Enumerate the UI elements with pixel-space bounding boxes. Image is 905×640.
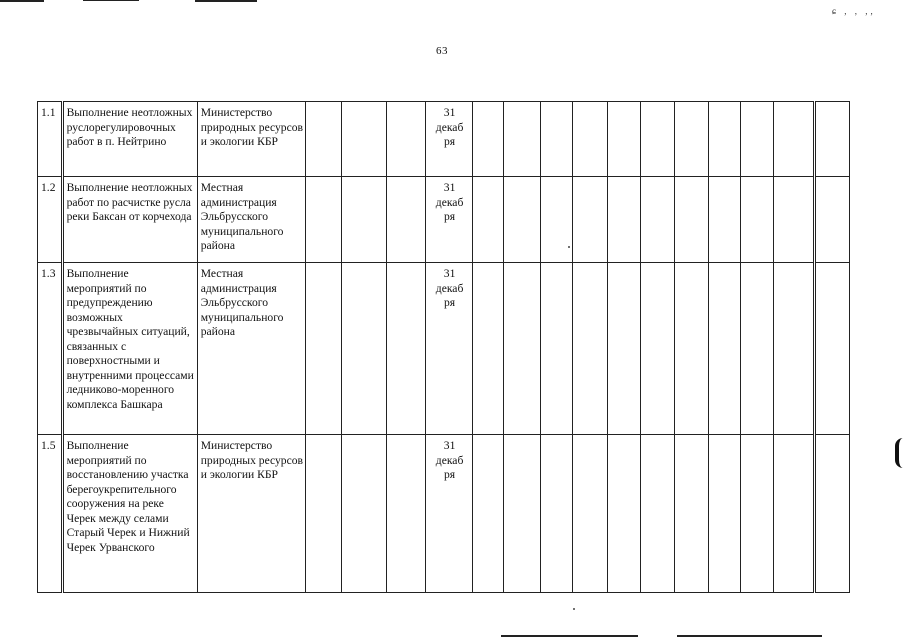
empty-cell	[306, 435, 342, 593]
scan-artifact-line	[0, 0, 44, 2]
empty-cell	[306, 102, 342, 177]
measure-name: Выполнение неотложных руслорегулировочных работ в п. Нейтрино	[62, 102, 197, 177]
scan-artifact-line	[195, 0, 257, 2]
empty-cell	[674, 263, 708, 435]
empty-cell	[708, 102, 741, 177]
empty-cell	[473, 177, 504, 263]
deadline: 31 декаб ря	[426, 435, 473, 593]
empty-cell	[540, 263, 573, 435]
empty-cell	[774, 177, 815, 263]
executor: Местная администрация Эльбрусского муниципального района	[197, 263, 306, 435]
scan-artifact-line	[677, 635, 822, 637]
row-number: 1.3	[38, 263, 63, 435]
empty-cell	[774, 263, 815, 435]
deadline: 31 декаб ря	[426, 263, 473, 435]
empty-cell	[342, 435, 387, 593]
empty-cell	[540, 435, 573, 593]
table-row	[38, 102, 850, 177]
empty-cell	[741, 177, 774, 263]
measure-name: Выполнение неотложных работ по расчистке русла реки Баксан от корчехода	[62, 177, 197, 263]
measure-name: Выполнение мероприятий по восстановлению участка берегоукрепительного сооружения на реке Черек между селами Старый Черек и Нижний Черек Урванского	[62, 435, 197, 593]
row-number: 1.1	[38, 102, 63, 177]
empty-cell	[306, 263, 342, 435]
row-number: 1.5	[38, 435, 63, 593]
empty-cell	[342, 102, 387, 177]
deadline: 31 декаб ря	[426, 102, 473, 177]
empty-cell	[473, 435, 504, 593]
empty-cell	[815, 102, 850, 177]
empty-cell	[387, 263, 426, 435]
empty-cell	[815, 263, 850, 435]
table-row	[38, 435, 850, 593]
executor: Министерство природных ресурсов и экологии КБР	[197, 435, 306, 593]
empty-cell	[573, 435, 608, 593]
empty-cell	[540, 102, 573, 177]
scan-edge-mark	[895, 438, 905, 468]
empty-cell	[573, 177, 608, 263]
empty-cell	[540, 177, 573, 263]
empty-cell	[342, 177, 387, 263]
empty-cell	[708, 177, 741, 263]
empty-cell	[741, 435, 774, 593]
empty-cell	[708, 435, 741, 593]
empty-cell	[815, 177, 850, 263]
empty-cell	[608, 263, 641, 435]
empty-cell	[306, 177, 342, 263]
empty-cell	[387, 102, 426, 177]
empty-cell	[741, 263, 774, 435]
empty-cell	[674, 177, 708, 263]
empty-cell	[641, 263, 675, 435]
empty-cell	[674, 102, 708, 177]
empty-cell	[573, 102, 608, 177]
empty-cell	[741, 102, 774, 177]
empty-cell	[641, 102, 675, 177]
measures-table	[37, 101, 850, 593]
executor: Министерство природных ресурсов и экологии КБР	[197, 102, 306, 177]
empty-cell	[674, 435, 708, 593]
table-row	[38, 263, 850, 435]
table-row	[38, 177, 850, 263]
empty-cell	[473, 102, 504, 177]
empty-cell	[774, 102, 815, 177]
empty-cell	[774, 435, 815, 593]
empty-cell	[608, 102, 641, 177]
empty-cell	[641, 435, 675, 593]
deadline: 31 декаб ря	[426, 177, 473, 263]
empty-cell	[608, 177, 641, 263]
executor: Местная администрация Эльбрусского муниципального района	[197, 177, 306, 263]
empty-cell	[573, 263, 608, 435]
empty-cell	[387, 177, 426, 263]
empty-cell	[473, 263, 504, 435]
empty-cell	[641, 177, 675, 263]
page-number: 63	[436, 45, 448, 57]
empty-cell	[503, 263, 540, 435]
empty-cell	[608, 435, 641, 593]
empty-cell	[342, 263, 387, 435]
measure-name: Выполнение мероприятий по предупреждению возможных чрезвычайных ситуаций, связанных с поверхностными и внутренними процессами ледниково-моренного комплекса Башкара	[62, 263, 197, 435]
empty-cell	[815, 435, 850, 593]
empty-cell	[387, 435, 426, 593]
corner-mark: ɕ , , ,,	[832, 6, 876, 16]
scan-speck	[573, 608, 575, 610]
empty-cell	[708, 263, 741, 435]
empty-cell	[503, 435, 540, 593]
empty-cell	[503, 102, 540, 177]
scan-artifact-line	[83, 0, 139, 1]
scan-artifact-line	[501, 635, 638, 637]
row-number: 1.2	[38, 177, 63, 263]
empty-cell	[503, 177, 540, 263]
